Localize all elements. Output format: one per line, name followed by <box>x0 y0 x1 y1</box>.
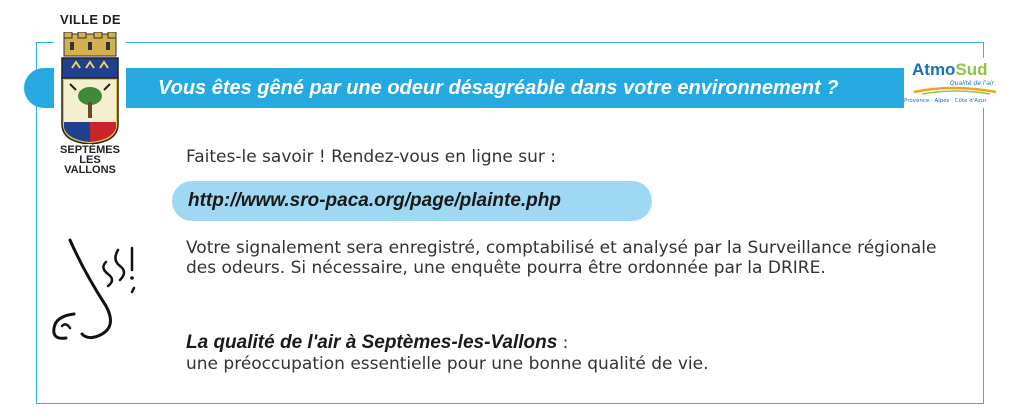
complaint-url-link[interactable]: http://www.sro-paca.org/page/plainte.php <box>188 190 561 211</box>
quality-heading <box>186 332 568 354</box>
quality-title: La qualité de l'air à Septèmes-les-Vallons <box>186 332 558 353</box>
atmosud-regions: Provence · Alpes · Côte d'Azur <box>904 98 987 104</box>
intro-text: Faites-le savoir ! Rendez-vous en ligne sur : <box>186 147 557 167</box>
town-crest <box>54 8 126 176</box>
report-paragraph: Votre signalement sera enregistré, comptabilisé et analysé par la Surveillance régionale des odeurs. Si nécessaire, une enquête pourra être ordonnée par la DRIRE. <box>186 238 937 278</box>
atmosud-name <box>912 60 988 80</box>
banner-question: Vous êtes gêné par une odeur désagréable dans votre environnement ? <box>158 77 839 99</box>
crest-town-subname: LES VALLONS <box>64 154 116 176</box>
quality-subline: une préoccupation essentielle pour une bonne qualité de vie. <box>186 354 709 374</box>
nose-smell-icon <box>40 236 150 346</box>
quality-colon: : <box>557 333 569 353</box>
crest-top-text: VILLE DE <box>60 12 121 27</box>
crest-bottom-text <box>58 145 122 175</box>
atmosud-logo <box>904 58 1000 108</box>
atmosud-name-part2: Sud <box>955 60 988 79</box>
atmosud-tagline: Qualité de l'air <box>950 80 995 87</box>
crest-town-name: SEPTÈMES <box>60 144 120 156</box>
swoosh-icon <box>912 86 998 96</box>
atmosud-name-part1: Atmo <box>912 60 956 79</box>
coat-of-arms-icon <box>60 32 120 144</box>
